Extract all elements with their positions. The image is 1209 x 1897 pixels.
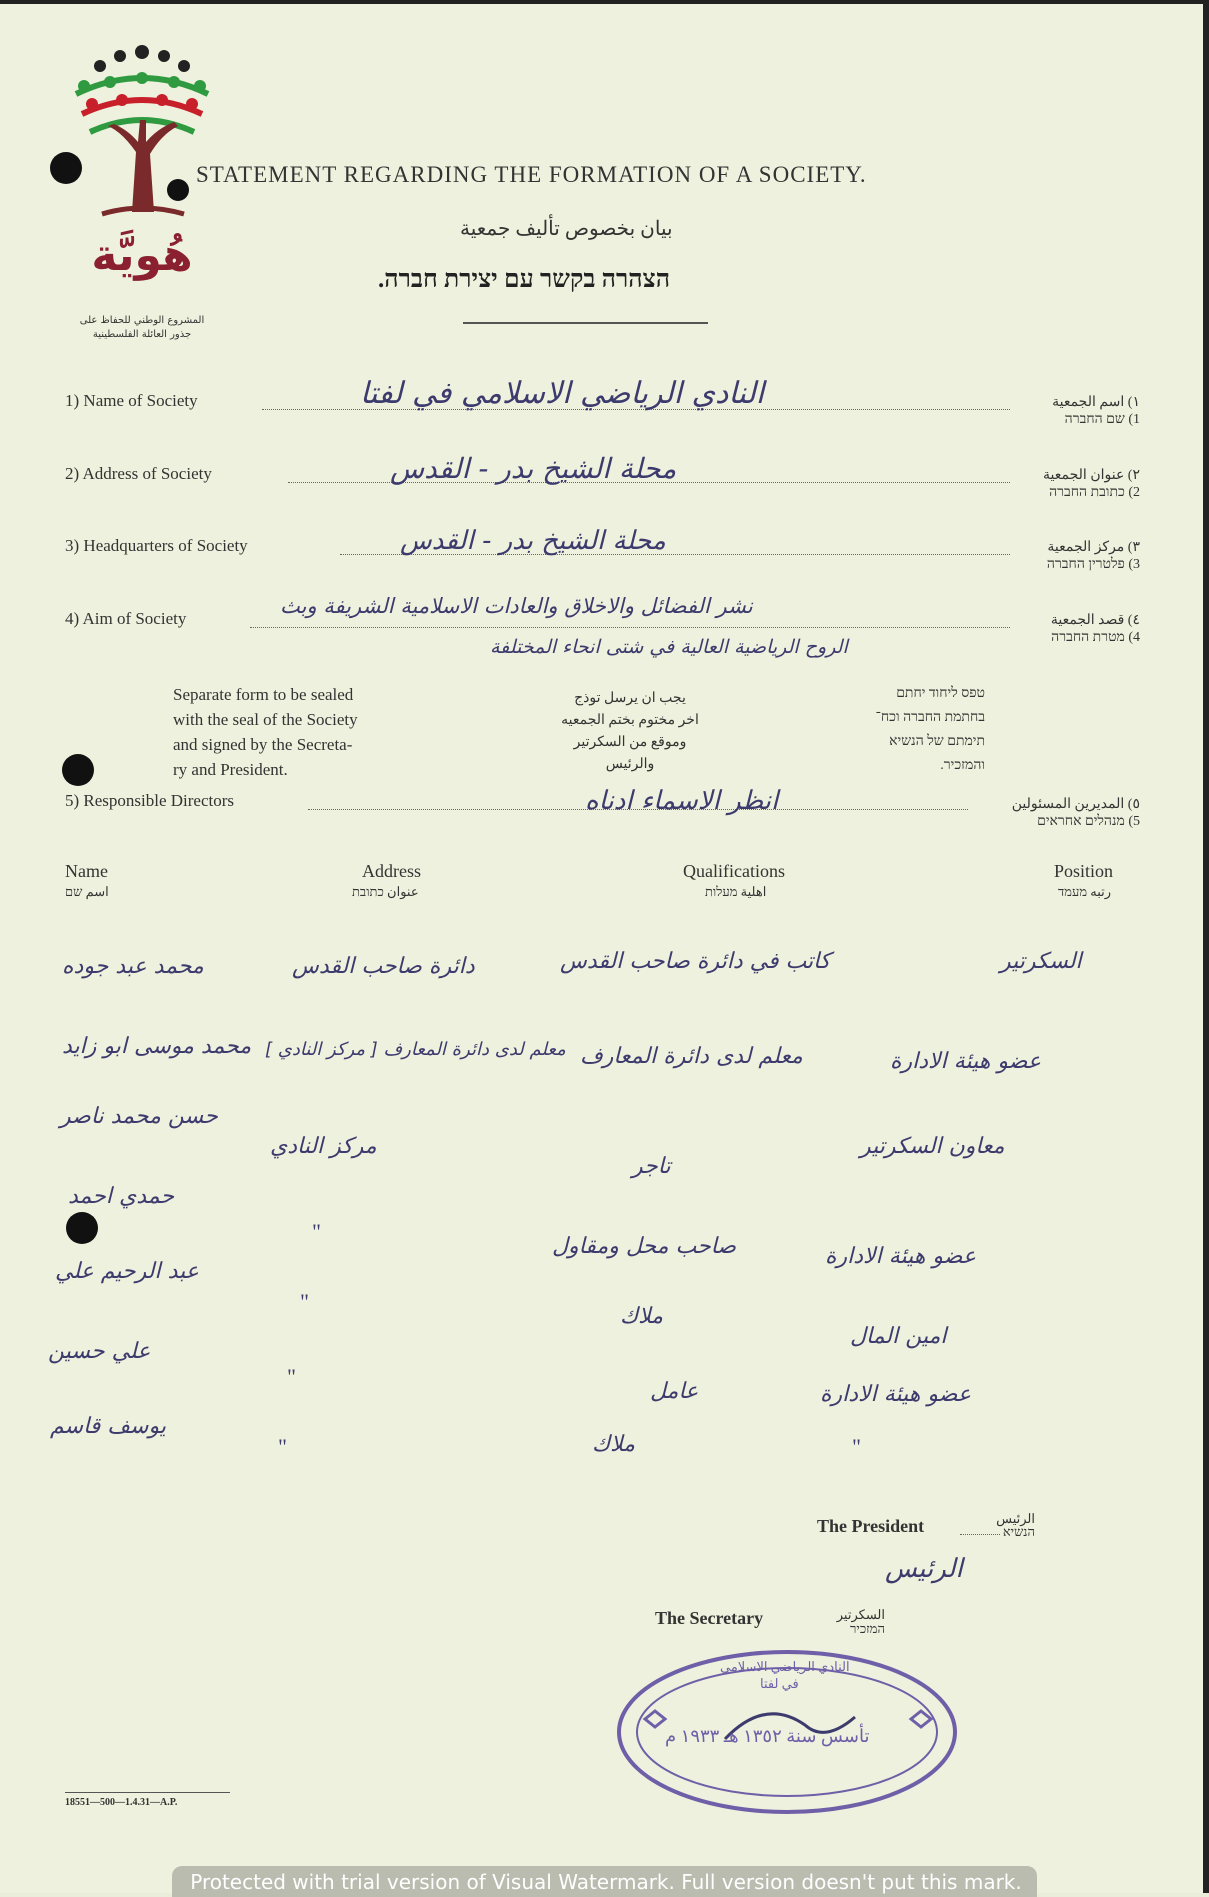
field-directors-label: 5) Responsible Directors [65, 791, 235, 810]
field-directors-label-ar-he: ٥) المديرين المسئولين 5) מנהלים אחראים [1011, 797, 1140, 829]
secretary-label-ar-he: السكرتير המזכיר [836, 1607, 885, 1636]
row-4-qualifications: تاجر [632, 1154, 671, 1179]
row-8-address: " [278, 1434, 287, 1459]
punch-hole [66, 1212, 98, 1244]
president-label-ar-he: الرئيس הנשיא [996, 1511, 1035, 1539]
heritage-logo [62, 42, 222, 347]
president-label: The President [817, 1516, 925, 1536]
field-headquarters-label-ar-he: ٣) مركز الجمعية 3) פלטרין החברה [1046, 540, 1140, 572]
punch-hole [62, 754, 94, 786]
field-aim-label: 4) Aim of Society [65, 609, 187, 628]
row-1-name: محمد عبد جوده [62, 954, 204, 979]
field-address-label-ar-he: ٢) عنوان الجمعية 2) כתובת החברה [1043, 468, 1140, 500]
separate-form-note-hebrew: טפס ליחוד יחתם בחתמת החברה וכח־ תימתם של הנשיא והמזכיר. [875, 686, 985, 773]
column-header-position-sub: رتبه מעמד [1058, 884, 1112, 899]
watermark-text: Protected with trial version of Visual Watermark. Full version doesn't put this mark. [190, 1870, 1022, 1894]
form-title-arabic: بيان بخصوص تأليف جمعية [460, 218, 673, 240]
field-name-label-ar-he: ١) اسم الجمعية 1) שם החברה [1052, 395, 1140, 427]
row-2-qualifications: معلم لدى دائرة المعارف [580, 1044, 803, 1069]
row-2-name: محمد موسى ابو زايد [62, 1034, 252, 1059]
row-1-qualifications: كاتب في دائرة صاحب القدس [560, 949, 831, 974]
column-header-position: Position [1054, 861, 1114, 881]
row-5-qualifications: صاحب محل ومقاول [552, 1234, 737, 1259]
row-6-qualifications: ملاك [620, 1304, 664, 1329]
separate-form-note-english: Separate form to be sealed with the seal of the Society and signed by the Secreta- ry and President. [173, 685, 358, 779]
row-6-position: امين المال [850, 1324, 947, 1349]
field-headquarters-label: 3) Headquarters of Society [65, 536, 248, 555]
row-2-address: معلم لدى دائرة المعارف [ مركز النادي ] [265, 1039, 566, 1060]
title-divider [463, 322, 708, 324]
row-7-qualifications: عامل [650, 1379, 699, 1404]
row-1-address: دائرة صاحب القدس [292, 954, 475, 979]
row-5-position: عضو هيئة الادارة [825, 1244, 976, 1269]
logo-arabic-name: هُويَّة [91, 230, 193, 281]
stamp-top-text: النادي الرياضي الاسلامي [720, 1659, 850, 1674]
column-header-address: Address [362, 861, 421, 881]
row-7-name: يوسف قاسم [50, 1414, 166, 1439]
column-header-name-sub: اسم שם [65, 884, 109, 899]
row-3-position: معاون السكرتير [860, 1134, 1005, 1159]
field-headquarters-value: محلة الشيخ بدر - القدس [400, 526, 666, 556]
form-print-code: 18551—500—1.4.31—A.P. [65, 1797, 178, 1808]
row-1-position: السكرتير [1000, 949, 1082, 974]
logo-subtitle-line2: جذور العائلة الفلسطينية [92, 329, 192, 340]
row-7-address: " [287, 1364, 296, 1389]
footer-rule [65, 1792, 230, 1793]
row-7-position: عضو هيئة الادارة [820, 1382, 971, 1407]
field-aim-label-ar-he: ٤) قصد الجمعية 4) מטרת החברה [1050, 613, 1140, 645]
row-2-position: عضو هيئة الادارة [890, 1049, 1041, 1074]
row-6-address: " [300, 1289, 309, 1314]
secretary-label: The Secretary [655, 1608, 764, 1628]
field-aim-value: نشر الفضائل والاخلاق والعادات الاسلامية الشريفة وبث [280, 594, 753, 618]
field-aim-line [250, 627, 1010, 628]
field-name-label: 1) Name of Society [65, 391, 198, 410]
form-title-english: STATEMENT REGARDING THE FORMATION OF A SOCIETY. [196, 162, 867, 187]
logo-subtitle-line1: المشروع الوطني للحفاظ على [79, 315, 205, 326]
row-8-qualifications: ملاك [592, 1432, 636, 1457]
row-5-address: " [312, 1219, 321, 1244]
field-name-value: النادي الرياضي الاسلامي في لفتا [360, 376, 765, 411]
row-3-name: حسن محمد ناصر [60, 1104, 218, 1129]
row-5-name: عبد الرحيم علي [55, 1259, 199, 1284]
field-address-label: 2) Address of Society [65, 464, 212, 483]
stamp-middle-text: في لفتا [760, 1676, 799, 1691]
column-header-name: Name [65, 861, 108, 881]
stamp-bottom-text: تأسس سنة ١٣٥٢ هـ ١٩٣٣ م [665, 1726, 870, 1746]
row-4-name: حمدي احمد [68, 1184, 175, 1209]
field-address-value: محلة الشيخ بدر - القدس [390, 452, 677, 485]
row-6-name: علي حسين [48, 1339, 151, 1364]
column-header-qualifications-sub: اهلية מעלות [705, 884, 767, 899]
form-title-hebrew: הצהרה בקשר עם יצירת חברה. [378, 266, 671, 293]
separate-form-note-arabic: يجب ان يرسل توذج اخر مختوم بختم الجمعيه وموقع من السكرتير والرئيس [561, 691, 699, 772]
president-signature: الرئيس [885, 1554, 963, 1584]
tree-people-icon [62, 42, 222, 222]
field-directors-value: انظر الاسماء ادناه [585, 786, 779, 816]
column-header-address-sub: عنوان כתובת [352, 884, 419, 899]
row-8-position: " [852, 1434, 861, 1459]
row-3-address: مركز النادي [270, 1134, 377, 1159]
field-aim-value-continued: الروح الرياضية العالية في شتى انحاء المختلفة [490, 636, 848, 658]
column-header-qualifications: Qualifications [683, 861, 785, 881]
